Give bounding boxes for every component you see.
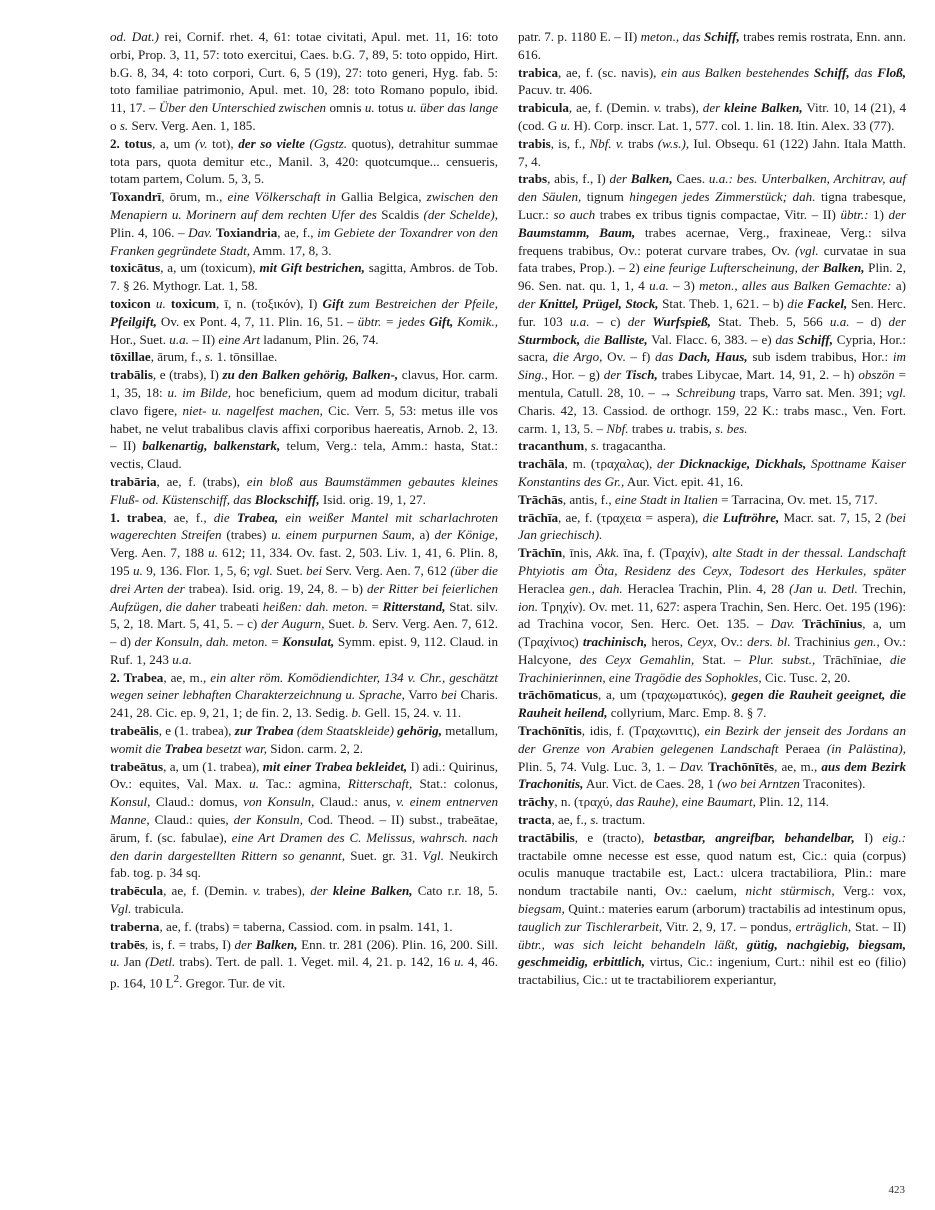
- dictionary-entry-toxillae: tōxillae, ārum, f., s. 1. tōnsillae.: [110, 349, 278, 365]
- right-column: [518, 28, 906, 989]
- dictionary-entry-trachy: trāchy, n. (τραχύ, das Rauhe), eine Baumart, Plin. 12, 114.: [518, 794, 829, 810]
- dictionary-entry-trabea1: 1. trabea, ae, f., die Trabea, ein weißer Mantel mit scharlachroten wagerechten Streifen (trabes) u. einem purpurnen Saum, a) der Könige, Verg. Aen. 7, 188 u. 612; 11, 334. Ov. fast. 2, 503. Liv. 1, 41, 6. Plin. 8, 195 u. 9, 136. Flor. 1, 5, 6; vgl. Suet. bei Serv. Verg. Aen. 7, 612 (über die drei Arten der trabea). Isid. orig. 19, 24, 8. – b) der Ritter bei feierlichen Aufzügen, die daher trabeati heißen: dah. meton. = Ritterstand, Stat. silv. 5, 2, 18. Mart. 5, 41, 5. – c) der Augurn, Suet. b. Serv. Verg. Aen. 7, 612. – d) der Konsuln, dah. meton. = Konsulat, Symm. epist. 9, 112. Claud. in Ruf. 1, 243 u.a.: [110, 509, 499, 667]
- dictionary-entry-trachia: trāchīa, ae, f. (τραχεια = aspera), die Luftröhre, Macr. sat. 7, 15, 2 (bei Jan griechisch).: [518, 509, 906, 543]
- dictionary-entry-trabeatus: trabeātus, a, um (1. trabea), mit einer Trabea bekleidet, I) adi.: Quirinus, Ov.: equites, Val. Max. u. Tac.: agmina, Ritterschaft, Stat.: colonus, Konsul, Claud.: domus, von Konsuln, Claud.: anus, v. einem entnerven Manne, Claud.: quies, der Konsuln, Cod. Theod. – II) subst., trabeātae, ārum, f. (sc. fabulae), eine Art Dramen des C. Melissus, wahrsch. nach den darin dargestellten Rittern so genannt, Suet. gr. 31. Vgl. Neukirch fab. tog. p. 34 sq.: [110, 758, 499, 881]
- dictionary-entry-trabis: trabis, is, f., Nbf. v. trabs (w.s.), Iul. Obsequ. 61 (122) Jahn. Itala Matth. 7, 4.: [518, 135, 907, 169]
- dictionary-entry-tracta: tracta, ae, f., s. tractum.: [518, 812, 646, 828]
- dictionary-entry-trabica: trabica, ae, f. (sc. navis), ein aus Balken bestehendes Schiff, das Floß, Pacuv. tr. 406.: [518, 64, 906, 98]
- left-column: [110, 28, 498, 992]
- dictionary-entry-toxicon: toxicon u. toxicum, ī, n. (τοξικόν), I) Gift zum Bestreichen der Pfeile, Pfeilgift, Ov. ex Pont. 4, 7, 11. Plin. 16, 51. – übtr. = jedes Gift, Komik., Hor., Suet. u.a. – II) eine Art ladanum, Plin. 26, 74.: [110, 295, 499, 347]
- page-number: 423: [888, 1184, 905, 1196]
- dictionary-entry-trachonitis: Trachōnītis, idis, f. (Τραχωνιτις), ein Bezirk der jenseit des Jordans an der Grenze von Arabien gelegenen Landschaft Peraea (in Palästina), Plin. 5, 74. Vulg. Luc. 3, 1. – Dav. Trachōnītēs, ae, m., aus dem Bezirk Trachonitis, Aur. Vict. de Caes. 28, 1 (wo bei Arntzen Traconites).: [518, 723, 907, 792]
- dictionary-entry-trachomaticus: trāchōmaticus, a, um (τραχωματικός), gegen die Rauheit geeignet, die Rauheit heilend, collyrium, Marc. Emp. 8. § 7.: [518, 687, 906, 721]
- dictionary-entry-trabea2: 2. Trabea, ae, m., ein alter röm. Komödiendichter, 134 v. Chr., geschätzt wegen seiner lebhaften Charakterzeichnung u. Sprache, Varro bei Charis. 241, 28. Cic. ep. 9, 21, 1; de fin. 2, 13. Sedig. b. Gell. 15, 24. v. 11.: [110, 669, 498, 721]
- dictionary-entry-toto-cont: od. Dat.) rei, Cornif. rhet. 4, 61: totae civitati, Apul. met. 11, 16: toto orbi, Prop. 3, 11, 57: toto exercitui, Caes. b.G. 7, 89, 5: toto oppido, Hirt. b.G. 8, 34, 4: toto corpori, Curt. 6, 5 (19), 27: toto generi, Hyg. fab. 5: toto familiae patrimonio, Apul. met. 10, 28: toto Romano populo, ibid. 11, 17. – Über den Unterschied zwischen omnis u. totus u. über das lange o s. Serv. Verg. Aen. 1, 185.: [110, 29, 499, 133]
- dictionary-entry-tracanthum: tracanthum, s. tragacantha.: [518, 438, 667, 454]
- dictionary-entry-toxandri: Toxandrī, ōrum, m., eine Völkerschaft in Gallia Belgica, zwischen den Menapiern u. Morinern auf dem rechten Ufer des Scaldis (der Schelde), Plin. 4, 106. – Dav. Toxiandria, ae, f., im Gebiete der Toxandrer von den Franken gegründete Stadt, Amm. 17, 8, 3.: [110, 189, 498, 258]
- dictionary-entry-traberna: traberna, ae, f. (trabs) = taberna, Cassiod. com. in psalm. 141, 1.: [110, 918, 453, 934]
- dictionary-entry-trabes: trabēs, is, f. = trabs, I) der Balken, Enn. tr. 281 (206). Plin. 16, 200. Sill. u. Jan (Detl. trabs). Tert. de pall. 1. Veget. mil. 4, 21. p. 142, 16 u. 4, 46. p. 164, 10 $L^2$. Gregor. Tur. de vit.: [110, 936, 498, 991]
- dictionary-entry-trachas: Trāchās, antis, f., eine Stadt in Italien = Tarracina, Ov. met. 15, 717.: [518, 491, 878, 507]
- dictionary-entry-trabes-cont: patr. 7. p. 1180 E. – II) meton., das Schiff, trabes remis rostrata, Enn. ann. 616.: [518, 29, 906, 62]
- dictionary-entry-trabaria: trabāria, ae, f. (trabs), ein bloß aus Baumstämmen gebautes kleines Fluß- od. Küstenschiff, das Blockschiff, Isid. orig. 19, 1, 27.: [110, 473, 498, 507]
- dictionary-entry-toxicatus: toxicātus, a, um (toxicum), mit Gift bestrichen, sagitta, Ambros. de Tob. 7. § 26. Mythogr. Lat. 1, 58.: [110, 260, 499, 294]
- dictionary-entry-trabalis: trabālis, e (trabs), I) zu den Balken gehörig, Balken-, clavus, Hor. carm. 1, 35, 18: u. im Bilde, hoc beneficium, quem ad modum dicitur, trabali clavo figere, niet- u. nagelfest machen, Cic. Verr. 5, 53: metus ille vos habet, ne velut trabalibus clavis affixi corporibus haereatis, Arnob. 2, 13. – II) balkenartig, balkenstark, telum, Verg.: tela, Amm.: hasta, Stat.: vectis, Claud.: [110, 367, 499, 472]
- dictionary-entry-tractabilis: tractābilis, e (tracto), betastbar, angreifbar, behandelbar, I) eig.: tractabile omne necesse est esse, quod natum est, Cic.: quia (corpus) oculis manuque tractabile est, Lact.: ulcera tractabiliora, Plin.: mare nondum tractabile nanti, Ov.: caelum, nicht stürmisch, Verg.: vox, biegsam, Quint.: materies earum (arborum) tractabilis ad intestinum opus, tauglich zur Tischlerarbeit, Vitr. 2, 9, 17. – pondus, erträglich, Stat. – II) übtr., was sich leicht behandeln läßt, gütig, nachgiebig, biegsam, geschmeidig, erbittlich, virtus, Cic.: ingenium, Curt.: nihil est eo (filio) tractabilius, Cic.: ut te tractabiliorem experiantur,: [518, 829, 907, 988]
- dictionary-entry-totus: 2. totus, a, um (v. tot), der so vielte (Ggstz. quotus), detrahitur summae tota pars, quota demitur etc., Manil. 3, 420: quotcumque... censueris, totam partem, Colum. 5, 3, 5.: [110, 135, 498, 187]
- dictionary-entry-trabs: trabs, abis, f., I) der Balken, Caes. u.a.: bes. Unterbalken, Architrav, auf den Säulen, tignum hingegen jedes Zimmerstück; dah. tigna trabesque, Lucr.: so auch trabes ex tribus tignis compactae, Vitr. – II) übtr.: 1) der Baumstamm, Baum, trabes acernae, Verg., fraxineae, Verg.: silva frequens trabibus, Ov.: poterat curvare trabes, Ov. (vgl. curvatae in sua fata trabes, Prop.). – 2) eine feurige Lufterscheinung, der Balken, Plin. 2, 96. Sen. nat. qu. 1, 1, 4 u.a. – 3) meton., alles aus Balken Gemachte: a) der Knittel, Prügel, Stock, Stat. Theb. 1, 621. – b) die Fackel, Sen. Herc. fur. 103 u.a. – c) der Wurfspieß, Stat. Theb. 5, 566 u.a. – d) der Sturmbock, die Balliste, Val. Flacc. 6, 383. – e) das Schiff, Cypria, Hor.: sacra, die Argo, Ov. – f) das Dach, Haus, sub isdem trabibus, Hor.: im Sing., Hor. – g) der Tisch, trabes Libycae, Mart. 14, 91, 2. – h) obszön = mentula, Catull. 28, 10. – → Schreibung traps, Varro sat. Men. 391; vgl. Charis. 42, 13. Cassiod. de orthogr. 159, 22 K.: trabs masc., Ven. Fort. carm. 1, 13, 5. – Nbf. trabes u. trabis, s. bes.: [518, 171, 907, 436]
- dictionary-entry-trabealis: trabeālis, e (1. trabea), zur Trabea (dem Staatskleide) gehörig, metallum, womit die Trabea besetzt war, Sidon. carm. 2, 2.: [110, 723, 498, 756]
- dictionary-entry-trachin: Trāchīn, īnis, Akk. īna, f. (Τραχίν), alte Stadt in der thessal. Landschaft Phtyiotis am Öta, Residenz des Ceyx, Todesort des Herkules, später Heraclea gen., dah. Heraclea Trachin, Plin. 4, 28 (Jan u. Detl. Trechin, ion. Τρηχίν). Ov. met. 11, 627: aspera Trachin, Sen. Herc. Oet. 195 (196): ad Trachina vocor, Sen. Herc. Oet. 135. – Dav. Trāchīnius, a, um (Τραχίνιος) trachinisch, heros, Ceyx, Ov.: ders. bl. Trachinius gen., Ov.: Halcyone, des Ceyx Gemahlin, Stat. – Plur. subst., Trāchīniae, die Trachinierinnen, eine Tragödie des Sophokles, Cic. Tusc. 2, 20.: [518, 545, 907, 685]
- dictionary-entry-trabicula: trabicula, ae, f. (Demin. v. trabs), der kleine Balken, Vitr. 10, 14 (21), 4 (cod. G u. H). Corp. inscr. Lat. 1, 577. col. 1. lin. 18. Itin. Alex. 33 (77).: [518, 100, 906, 133]
- dictionary-entry-trachala: trachāla, m. (τραχαλας), der Dicknackige, Dickhals, Spottname Kaiser Konstantins des Gr., Aur. Vict. epit. 41, 16.: [518, 456, 906, 489]
- dictionary-entry-trabecula: trabēcula, ae, f. (Demin. v. trabes), der kleine Balken, Cato r.r. 18, 5. Vgl. trabicula.: [110, 883, 498, 917]
